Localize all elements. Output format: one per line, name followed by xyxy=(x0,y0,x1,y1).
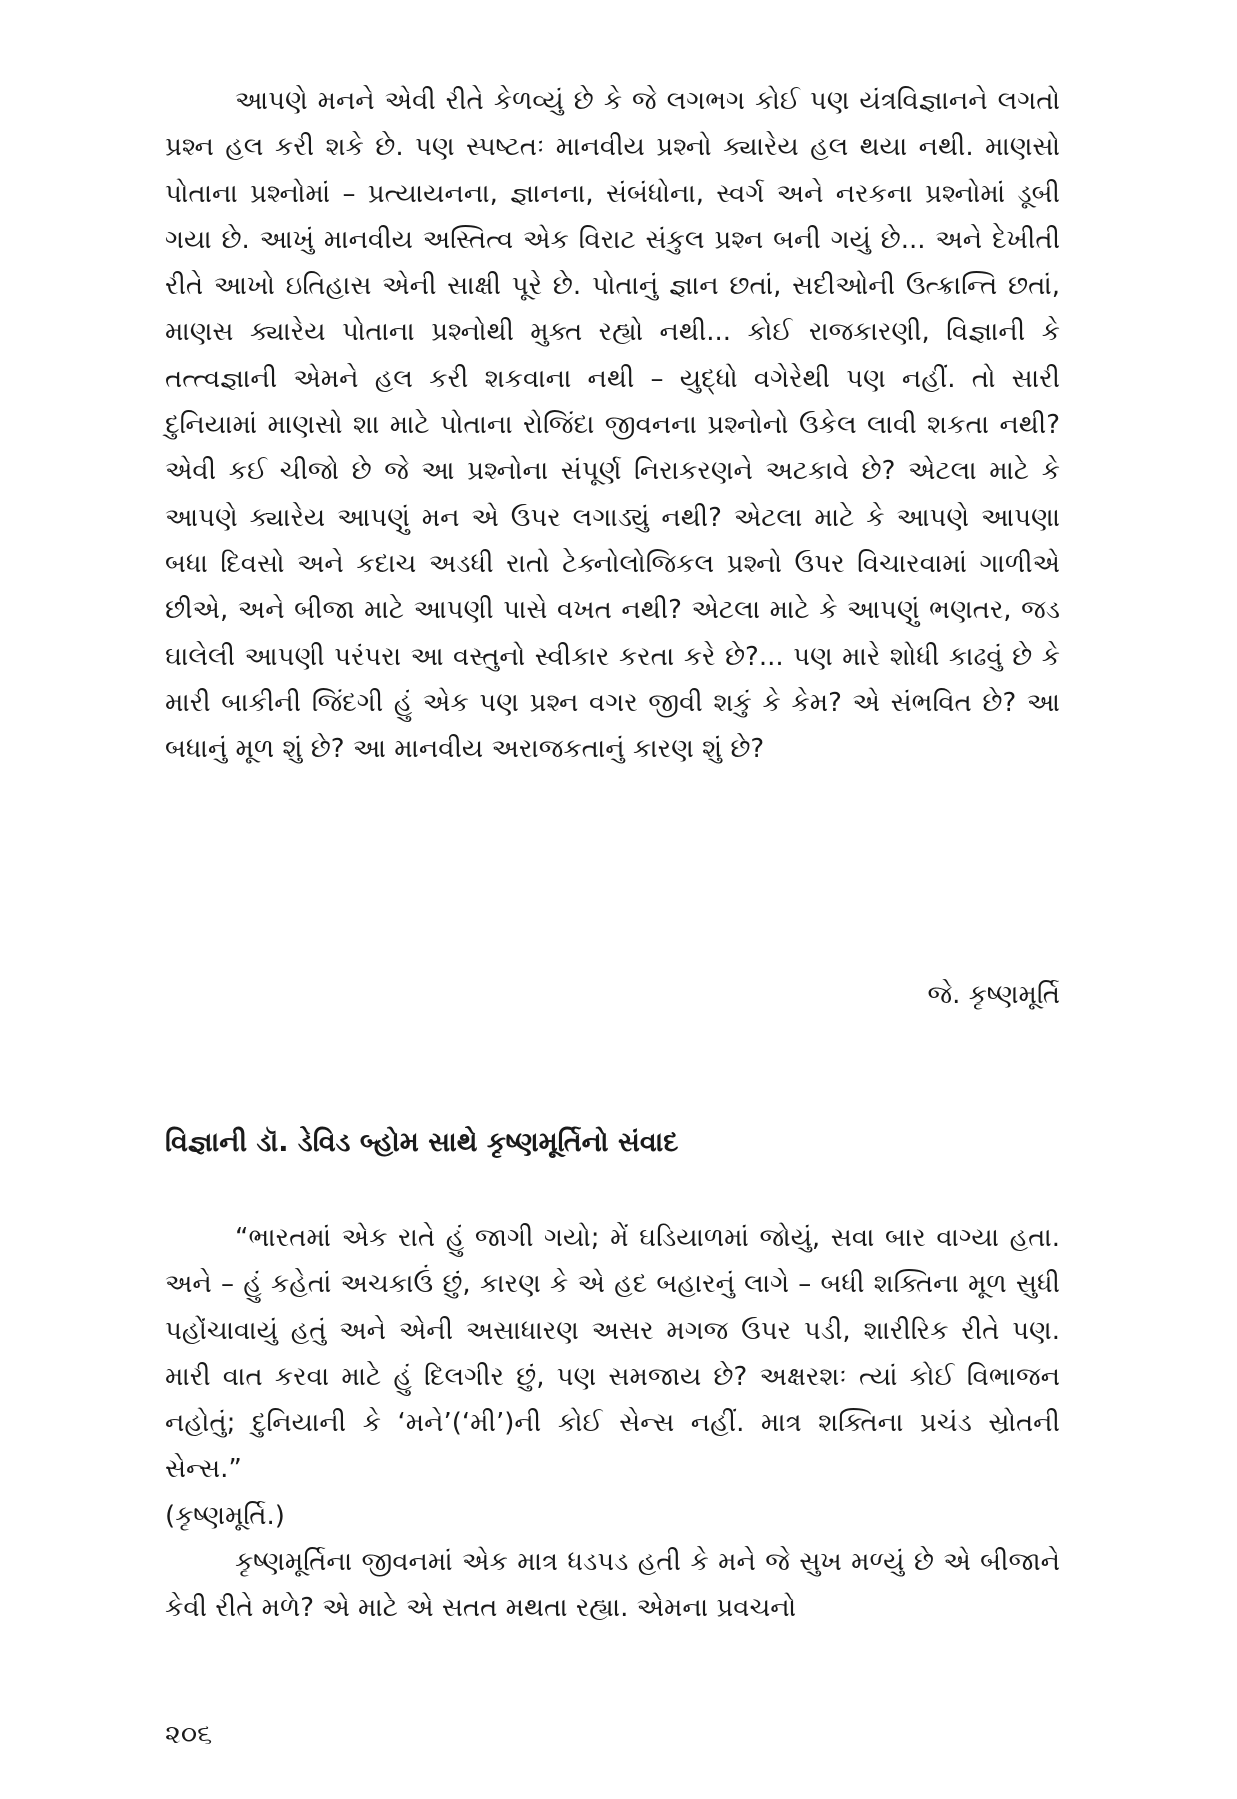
body-paragraph-continuation: કૃષ્ણમૂર્તિના જીવનમાં એક માત્ર ધડપડ હતી કે મને જે સુખ મળ્યું છે એ બીજાને કેવી રીતે મળે? એ માટે એ સતત મથતા રહ્યા. એમના પ્રવચનો xyxy=(165,1547,1060,1624)
page-number: ૨૦૬ xyxy=(165,1719,213,1750)
author-signature: જે. કૃષ્ણમૂર્તિ xyxy=(927,980,1060,1010)
body-paragraph-quote: આપણે મનને એવી રીતે કેળવ્યું છે કે જે લગભગ કોઈ પણ યંત્રવિજ્ઞાનને લગતો પ્રશ્ન હલ કરી શકે છે. પણ સ્પષ્ટતઃ માનવીય પ્રશ્નો ક્યારેય હલ થયા નથી. માણસો પોતાના પ્રશ્નોમાં – પ્રત્યાયનના, જ્ઞાનના, સંબંધોના, સ્વર્ગ અને નરકના પ્રશ્નોમાં ડૂબી ગયા છે. આખું માનવીય અસ્તિત્વ એક વિરાટ સંકુલ પ્રશ્ન બની ગયું છે... અને દેખીતી રીતે આખો ઇતિહાસ એની સાક્ષી પૂરે છે. પોતાનું જ્ઞાન છતાં, સદીઓની ઉત્ક્રાન્તિ છતાં, માણસ ક્યારેય પોતાના પ્રશ્નોથી મુક્ત રહ્યો નથી... કોઈ રાજકારણી, વિજ્ઞાની કે તત્ત્વજ્ઞાની એમને હલ કરી શકવાના નથી – યુદ્ધો વગેરેથી પણ નહીં. તો સારી દુનિયામાં માણસો શા માટે પોતાના રોજિંદા જીવનના પ્રશ્નોનો ઉકેલ લાવી શકતા નથી? એવી કઈ ચીજો છે જે આ પ્રશ્નોના સંપૂર્ણ નિરાકરણને અટકાવે છે? એટલા માટે કે આપણે ક્યારેય આપણું મન એ ઉપર લગાડ્યું નથી? એટલા માટે કે આપણે આપણા બધા દિવસો અને કદાચ અડધી રાતો ટેક્નોલોજિકલ પ્રશ્નો ઉપર વિચારવામાં ગાળીએ છીએ, અને બીજા માટે આપણી પાસે વખત નથી? એટલા માટે કે આપણું ભણતર, જડ ઘાલેલી આપણી પરંપરા આ વસ્તુનો સ્વીકાર કરતા કરે છે?... પણ મારે શોધી કાઢવું છે કે મારી બાકીની જિંદગી હું એક પણ પ્રશ્ન વગર જીવી શકું કે કેમ? એ સંભવિત છે? આ બધાનું મૂળ શું છે? આ માનવીય અરાજકતાનું કારણ શું છે? xyxy=(165,86,1060,765)
body-paragraph-dialogue: “ભારતમાં એક રાતે હું જાગી ગયો; મેં ઘડિયાળમાં જોયું, સવા બાર વાગ્યા હતા. અને – હું કહેતાં અચકાઉં છું, કારણ કે એ હદ બહારનું લાગે – બધી શક્તિના મૂળ સુધી પહોંચાવાયું હતું અને એની અસાધારણ અસર મગજ ઉપર પડી, શારીરિક રીતે પણ. મારી વાત કરવા માટે હું દિલગીર છું, પણ સમજાય છે? અક્ષરશઃ ત્યાં કોઈ વિભાજન નહોતું; દુનિયાની કે ‘મને’(‘મી’)ની કોઈ સેન્સ નહીં. માત્ર શક્તિના પ્રચંડ સ્રોતની સેન્સ.” xyxy=(165,1223,1060,1485)
citation: (કૃષ્ણમૂર્તિ.) xyxy=(165,1501,285,1531)
section-heading: વિજ્ઞાની ડૉ. ડેવિડ બ્હોમ સાથે કૃષ્ણમૂર્તિનો સંવાદ xyxy=(165,1127,679,1158)
